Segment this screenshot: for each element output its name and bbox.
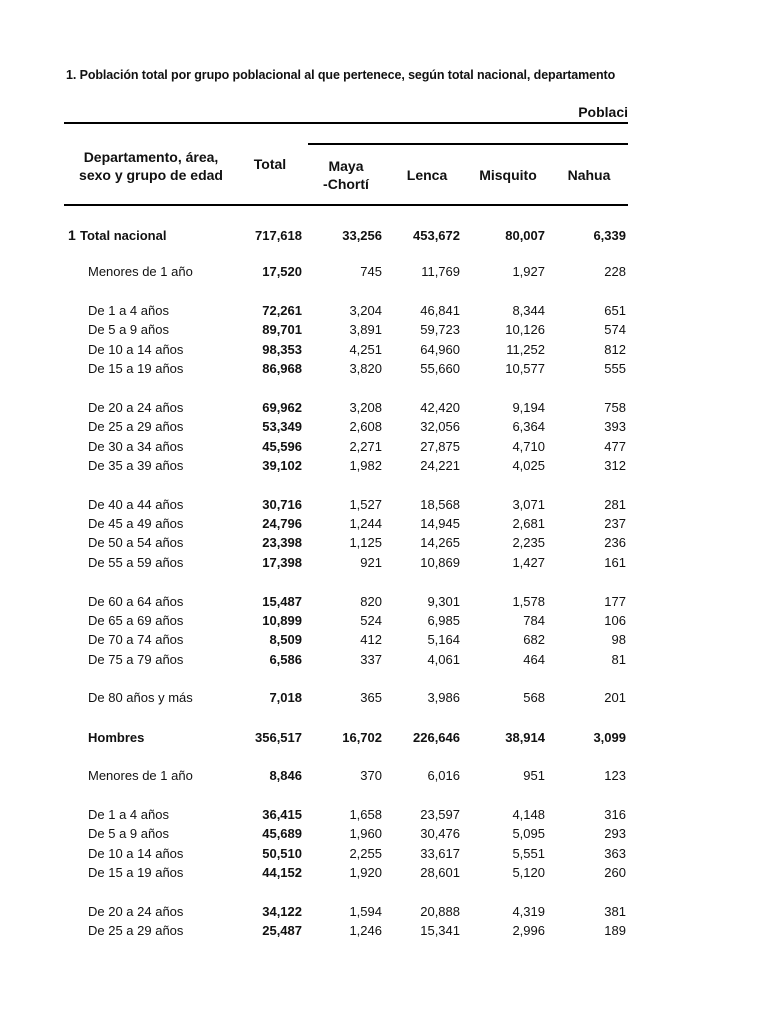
- cell-misquito: 4,319: [512, 904, 545, 919]
- cell-lenca: 9,301: [427, 594, 460, 609]
- cell-nahua: 312: [604, 458, 626, 473]
- cell-maya: 524: [360, 613, 382, 628]
- cell-maya: 921: [360, 555, 382, 570]
- row-label: De 5 a 9 años: [88, 826, 169, 841]
- cell-misquito: 10,577: [505, 361, 545, 376]
- cell-nahua: 6,339: [593, 228, 626, 243]
- row-label: De 25 a 29 años: [88, 923, 184, 938]
- row-label: De 30 a 34 años: [88, 439, 184, 454]
- cell-maya: 1,527: [349, 497, 382, 512]
- cell-misquito: 682: [523, 632, 545, 647]
- cell-misquito: 2,996: [512, 923, 545, 938]
- cell-maya: 2,255: [349, 846, 382, 861]
- cell-misquito: 1,427: [512, 555, 545, 570]
- cell-lenca: 24,221: [420, 458, 460, 473]
- cell-lenca: 64,960: [420, 342, 460, 357]
- table-row: [0, 553, 768, 572]
- cell-lenca: 15,341: [420, 923, 460, 938]
- cell-lenca: 6,985: [427, 613, 460, 628]
- cell-nahua: 293: [604, 826, 626, 841]
- cell-nahua: 555: [604, 361, 626, 376]
- row-label: De 80 años y más: [88, 690, 193, 705]
- table-row: [0, 437, 768, 456]
- cell-misquito: 951: [523, 768, 545, 783]
- row-label: De 50 a 54 años: [88, 535, 184, 550]
- cell-misquito: 11,252: [506, 342, 545, 357]
- cell-maya: 1,658: [349, 807, 382, 822]
- table-row: [0, 824, 768, 843]
- table-row: [0, 921, 768, 940]
- cell-lenca: 28,601: [420, 865, 460, 880]
- cell-lenca: 33,617: [420, 846, 460, 861]
- row-marker: 1: [68, 227, 76, 243]
- table-row: [0, 495, 768, 514]
- cell-misquito: 5,551: [512, 846, 545, 861]
- cell-nahua: 651: [604, 303, 626, 318]
- row-label: De 65 a 69 años: [88, 613, 184, 628]
- cell-misquito: 6,364: [512, 419, 545, 434]
- cell-maya: 2,271: [349, 439, 382, 454]
- cell-lenca: 18,568: [420, 497, 460, 512]
- cell-lenca: 11,769: [421, 264, 460, 279]
- cell-maya: 820: [360, 594, 382, 609]
- cell-misquito: 38,914: [505, 730, 545, 745]
- cell-total: 89,701: [262, 322, 302, 337]
- cell-maya: 3,204: [349, 303, 382, 318]
- cell-total: 34,122: [262, 904, 302, 919]
- cell-total: 36,415: [262, 807, 302, 822]
- cell-total: 15,487: [262, 594, 302, 609]
- cell-total: 17,398: [262, 555, 302, 570]
- cell-misquito: 5,120: [512, 865, 545, 880]
- cell-misquito: 568: [523, 690, 545, 705]
- cell-lenca: 42,420: [420, 400, 460, 415]
- cell-nahua: 363: [604, 846, 626, 861]
- table-row: [0, 514, 768, 533]
- cell-maya: 370: [360, 768, 382, 783]
- cell-maya: 745: [360, 264, 382, 279]
- cell-lenca: 23,597: [420, 807, 460, 822]
- cell-total: 45,596: [262, 439, 302, 454]
- table-row: [0, 766, 768, 785]
- cell-nahua: 236: [604, 535, 626, 550]
- cell-total: 98,353: [262, 342, 302, 357]
- row-label: De 40 a 44 años: [88, 497, 184, 512]
- row-label: De 10 a 14 años: [88, 846, 184, 861]
- cell-lenca: 55,660: [420, 361, 460, 376]
- row-label: De 1 a 4 años: [88, 303, 169, 318]
- cell-nahua: 381: [604, 904, 626, 919]
- cell-maya: 16,702: [342, 730, 382, 745]
- table-row: [0, 592, 768, 611]
- section-heading: Poblaci: [578, 104, 628, 120]
- table-row: [0, 226, 768, 245]
- cell-lenca: 32,056: [420, 419, 460, 434]
- cell-nahua: 281: [604, 497, 626, 512]
- cell-nahua: 574: [604, 322, 626, 337]
- cell-total: 25,487: [262, 923, 302, 938]
- table-row: [0, 805, 768, 824]
- cell-misquito: 9,194: [512, 400, 545, 415]
- cell-lenca: 4,061: [427, 652, 460, 667]
- table-row: [0, 533, 768, 552]
- cell-total: 356,517: [255, 730, 302, 745]
- row-label: De 60 a 64 años: [88, 594, 184, 609]
- cell-nahua: 201: [604, 690, 626, 705]
- cell-total: 17,520: [262, 264, 302, 279]
- table-title: 1. Población total por grupo poblacional al que pertenece, según total nacional, departamento: [66, 68, 616, 82]
- group-rule: [308, 143, 628, 145]
- cell-misquito: 1,578: [512, 594, 545, 609]
- row-label: De 45 a 49 años: [88, 516, 184, 531]
- cell-total: 30,716: [262, 497, 302, 512]
- cell-maya: 3,891: [349, 322, 382, 337]
- cell-nahua: 316: [604, 807, 626, 822]
- cell-total: 39,102: [262, 458, 302, 473]
- cell-maya: 365: [360, 690, 382, 705]
- cell-total: 24,796: [262, 516, 302, 531]
- cell-lenca: 20,888: [420, 904, 460, 919]
- row-label: De 70 a 74 años: [88, 632, 184, 647]
- cell-nahua: 81: [611, 652, 626, 667]
- cell-lenca: 59,723: [420, 322, 460, 337]
- cell-total: 72,261: [262, 303, 302, 318]
- table-row: [0, 301, 768, 320]
- cell-nahua: 189: [604, 923, 626, 938]
- table-row: [0, 417, 768, 436]
- table-row: [0, 902, 768, 921]
- row-label: De 5 a 9 años: [88, 322, 169, 337]
- cell-nahua: 106: [604, 613, 626, 628]
- row-label: De 25 a 29 años: [88, 419, 184, 434]
- cell-misquito: 10,126: [505, 322, 545, 337]
- cell-misquito: 4,710: [512, 439, 545, 454]
- cell-misquito: 1,927: [512, 264, 545, 279]
- cell-nahua: 393: [604, 419, 626, 434]
- header-bottom-rule: [64, 204, 628, 206]
- cell-maya: 1,920: [349, 865, 382, 880]
- cell-total: 6,586: [269, 652, 302, 667]
- cell-maya: 3,820: [349, 361, 382, 376]
- cell-total: 10,899: [262, 613, 302, 628]
- cell-nahua: 177: [604, 594, 626, 609]
- header-nahua: Nahua: [567, 167, 611, 183]
- cell-maya: 1,960: [349, 826, 382, 841]
- table-row: [0, 630, 768, 649]
- table-row: [0, 611, 768, 630]
- row-label: De 20 a 24 años: [88, 400, 184, 415]
- table-row: [0, 340, 768, 359]
- table-row: [0, 359, 768, 378]
- row-label: De 75 a 79 años: [88, 652, 184, 667]
- table-row: [0, 844, 768, 863]
- cell-maya: 2,608: [349, 419, 382, 434]
- cell-misquito: 4,025: [512, 458, 545, 473]
- header-total: Total: [253, 156, 287, 172]
- cell-nahua: 237: [604, 516, 626, 531]
- cell-nahua: 161: [604, 555, 626, 570]
- cell-misquito: 3,071: [512, 497, 545, 512]
- cell-lenca: 453,672: [413, 228, 460, 243]
- cell-lenca: 30,476: [420, 826, 460, 841]
- cell-maya: 1,594: [349, 904, 382, 919]
- table-row: [0, 650, 768, 669]
- cell-nahua: 98: [611, 632, 626, 647]
- cell-maya: 1,982: [349, 458, 382, 473]
- cell-misquito: 80,007: [505, 228, 545, 243]
- cell-nahua: 123: [604, 768, 626, 783]
- row-label: De 55 a 59 años: [88, 555, 184, 570]
- cell-lenca: 27,875: [420, 439, 460, 454]
- cell-total: 23,398: [262, 535, 302, 550]
- row-label: De 35 a 39 años: [88, 458, 184, 473]
- cell-nahua: 3,099: [593, 730, 626, 745]
- table-row: [0, 398, 768, 417]
- cell-nahua: 758: [604, 400, 626, 415]
- cell-maya: 3,208: [349, 400, 382, 415]
- row-label: De 10 a 14 años: [88, 342, 184, 357]
- row-label: Hombres: [88, 730, 145, 745]
- cell-misquito: 4,148: [512, 807, 545, 822]
- row-label: De 15 a 19 años: [88, 361, 184, 376]
- cell-total: 8,846: [269, 768, 302, 783]
- cell-total: 7,018: [269, 690, 302, 705]
- cell-misquito: 8,344: [512, 303, 545, 318]
- row-label: Menores de 1 año: [88, 768, 193, 783]
- cell-misquito: 784: [523, 613, 545, 628]
- cell-total: 717,618: [255, 228, 302, 243]
- table-row: [0, 863, 768, 882]
- cell-lenca: 10,869: [420, 555, 460, 570]
- cell-nahua: 812: [604, 342, 626, 357]
- table-row: [0, 456, 768, 475]
- cell-lenca: 6,016: [427, 768, 460, 783]
- cell-maya: 33,256: [342, 228, 382, 243]
- header-label: Departamento, área, sexo y grupo de edad: [79, 149, 223, 183]
- cell-total: 44,152: [262, 865, 302, 880]
- cell-lenca: 5,164: [427, 632, 460, 647]
- row-label: De 15 a 19 años: [88, 865, 184, 880]
- cell-lenca: 46,841: [420, 303, 460, 318]
- cell-nahua: 228: [604, 264, 626, 279]
- cell-total: 86,968: [262, 361, 302, 376]
- top-rule: [64, 122, 628, 124]
- header-misquito: Misquito: [479, 167, 537, 183]
- cell-maya: 4,251: [349, 342, 382, 357]
- cell-maya: 412: [360, 632, 382, 647]
- cell-total: 50,510: [262, 846, 302, 861]
- cell-lenca: 14,945: [420, 516, 460, 531]
- cell-nahua: 260: [604, 865, 626, 880]
- cell-maya: 1,246: [349, 923, 382, 938]
- row-label: De 20 a 24 años: [88, 904, 184, 919]
- cell-lenca: 226,646: [413, 730, 460, 745]
- cell-misquito: 464: [523, 652, 545, 667]
- cell-maya: 1,244: [349, 516, 382, 531]
- row-label: De 1 a 4 años: [88, 807, 169, 822]
- cell-maya: 1,125: [349, 535, 382, 550]
- cell-maya: 337: [360, 652, 382, 667]
- cell-lenca: 3,986: [427, 690, 460, 705]
- header-maya: Maya -Chortí: [323, 158, 369, 192]
- cell-total: 69,962: [262, 400, 302, 415]
- table-row: [0, 728, 768, 747]
- cell-nahua: 477: [604, 439, 626, 454]
- table-row: [0, 262, 768, 281]
- cell-total: 45,689: [262, 826, 302, 841]
- cell-misquito: 5,095: [512, 826, 545, 841]
- cell-total: 8,509: [269, 632, 302, 647]
- table-row: [0, 320, 768, 339]
- header-lenca: Lenca: [406, 167, 448, 183]
- row-label: Total nacional: [80, 228, 167, 243]
- cell-misquito: 2,235: [512, 535, 545, 550]
- cell-lenca: 14,265: [420, 535, 460, 550]
- cell-misquito: 2,681: [512, 516, 545, 531]
- cell-total: 53,349: [262, 419, 302, 434]
- table-row: [0, 688, 768, 707]
- row-label: Menores de 1 año: [88, 264, 193, 279]
